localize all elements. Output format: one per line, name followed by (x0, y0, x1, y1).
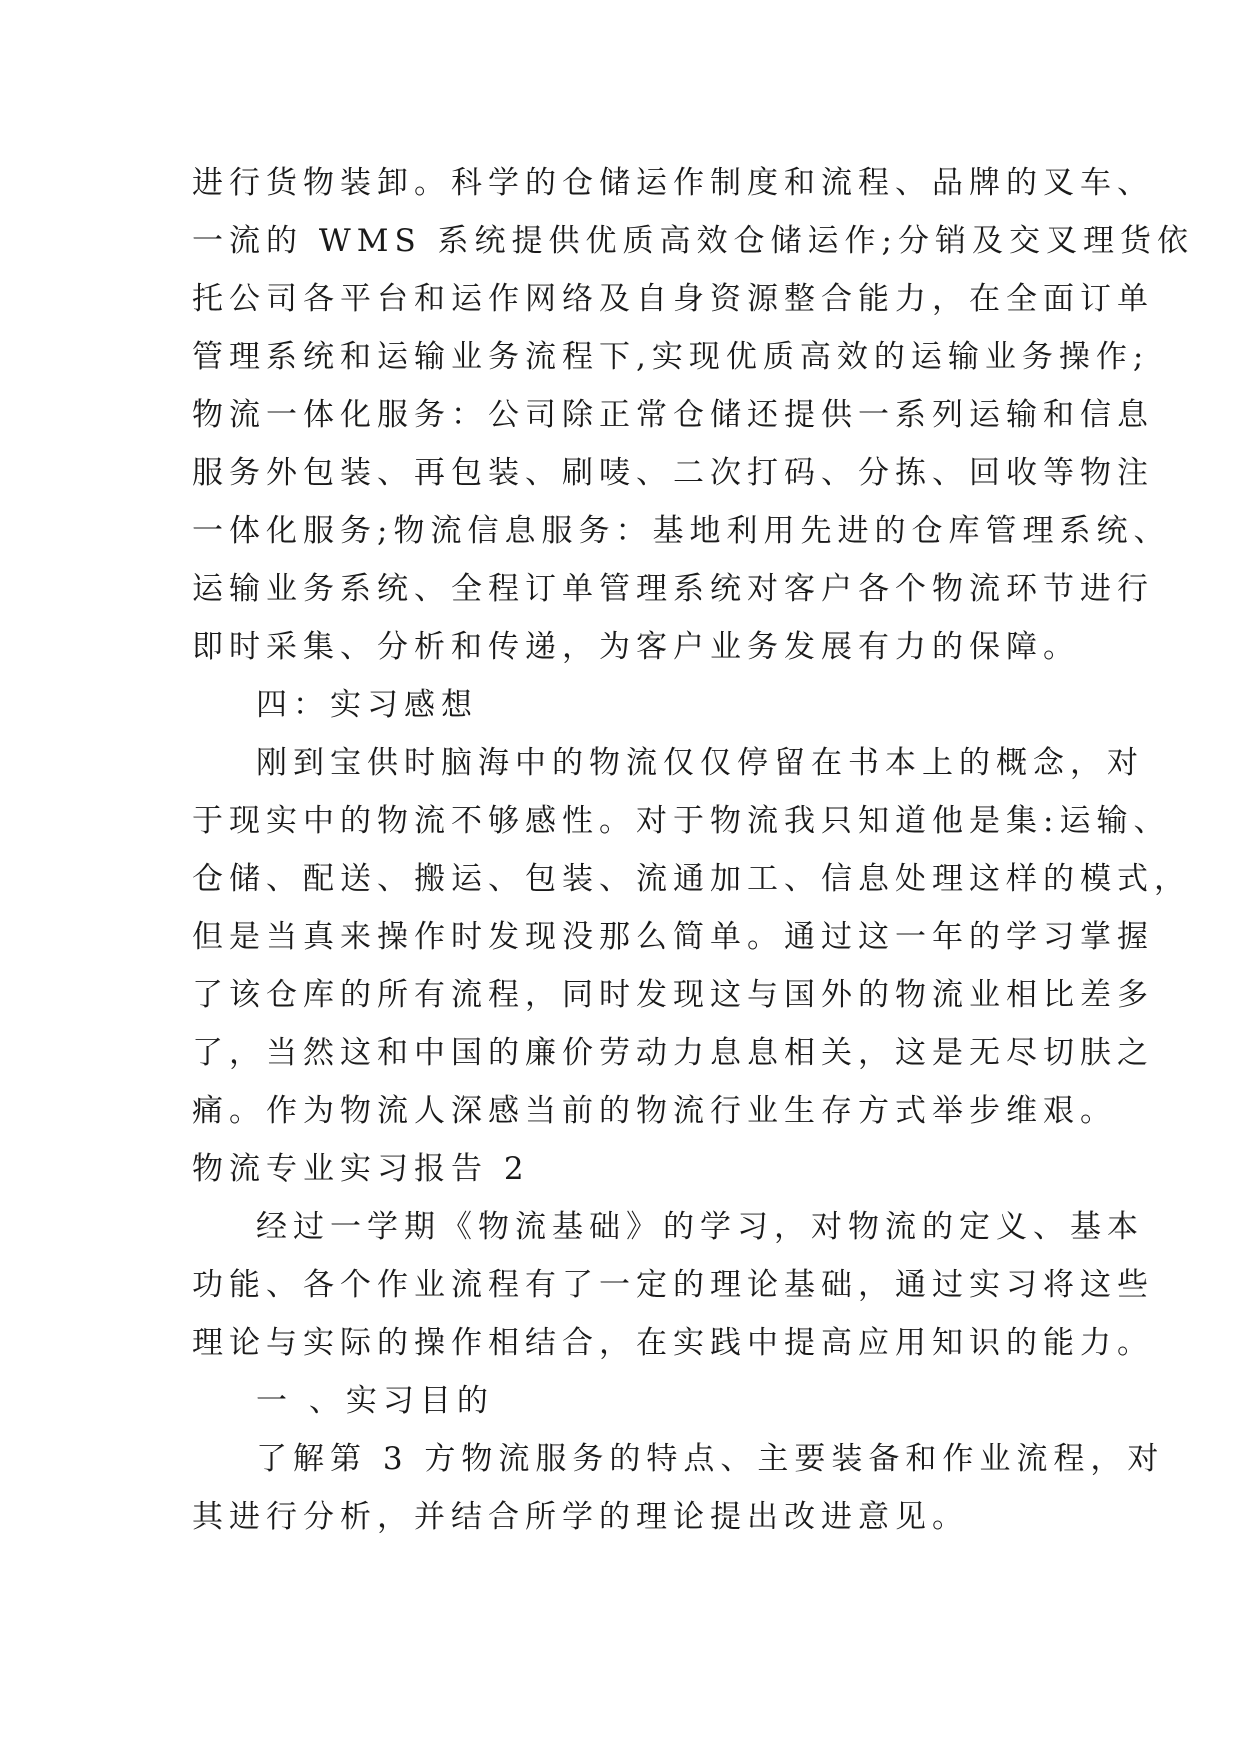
section-heading: 一 、实习目的 (256, 1383, 494, 1419)
text-line: 于现实中的物流不够感性。对于物流我只知道他是集:运输、 (192, 803, 1171, 839)
report-title: 物流专业实习报告 2 (192, 1151, 530, 1187)
text-line: 了该仓库的所有流程，同时发现这与国外的物流业相比差多 (192, 977, 1154, 1013)
text-line: 了，当然这和中国的廉价劳动力息息相关，这是无尽切肤之 (192, 1035, 1154, 1071)
paragraph-start-line: 经过一学期《物流基础》的学习，对物流的定义、基本 (256, 1209, 1144, 1245)
text-line: 管理系统和运输业务流程下,实现优质高效的运输业务操作; (192, 339, 1150, 375)
text-line: 其进行分析，并结合所学的理论提出改进意见。 (192, 1499, 969, 1535)
text-line: 仓储、配送、搬运、包装、流通加工、信息处理这样的模式， (192, 861, 1191, 897)
text-line: 进行货物装卸。科学的仓储运作制度和流程、品牌的叉车、 (192, 165, 1154, 201)
section-heading: 四：实习感想 (256, 687, 478, 723)
text-line: 物流一体化服务：公司除正常仓储还提供一系列运输和信息 (192, 397, 1154, 433)
text-line: 即时采集、分析和传递，为客户业务发展有力的保障。 (192, 629, 1080, 665)
text-line: 运输业务系统、全程订单管理系统对客户各个物流环节进行 (192, 571, 1154, 607)
text-line: 托公司各平台和运作网络及自身资源整合能力，在全面订单 (192, 281, 1154, 317)
text-line: 一流的 WMS 系统提供优质高效仓储运作;分销及交叉理货依 (192, 223, 1194, 259)
text-line: 理论与实际的操作相结合，在实践中提高应用知识的能力。 (192, 1325, 1154, 1361)
text-line: 功能、各个作业流程有了一定的理论基础，通过实习将这些 (192, 1267, 1154, 1303)
text-line: 一体化服务;物流信息服务：基地利用先进的仓库管理系统、 (192, 513, 1171, 549)
text-line: 痛。作为物流人深感当前的物流行业生存方式举步维艰。 (192, 1093, 1117, 1129)
text-line: 但是当真来操作时发现没那么简单。通过这一年的学习掌握 (192, 919, 1154, 955)
paragraph-start-line: 了解第 3 方物流服务的特点、主要装备和作业流程，对 (256, 1441, 1165, 1477)
text-line: 服务外包装、再包装、刷唛、二次打码、分拣、回收等物注 (192, 455, 1154, 491)
paragraph-start-line: 刚到宝供时脑海中的物流仅仅停留在书本上的概念，对 (256, 745, 1144, 781)
